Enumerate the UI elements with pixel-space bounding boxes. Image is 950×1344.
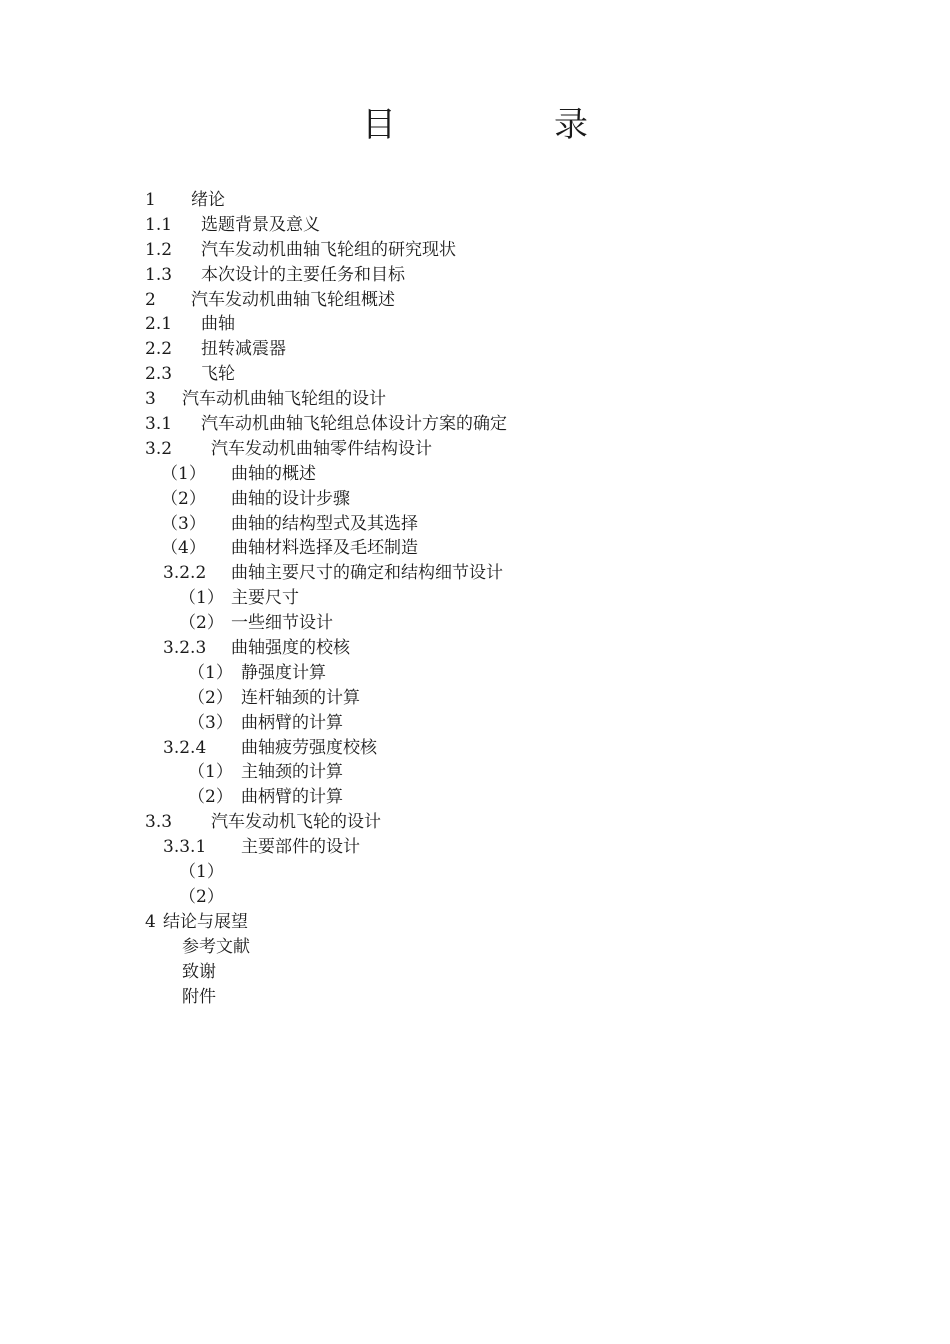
toc-entry <box>145 860 785 885</box>
toc-entry <box>145 661 785 686</box>
toc-entry-text: 曲轴疲劳强度校核 <box>241 737 377 758</box>
toc-entry-text: 汽车动机曲轴飞轮组总体设计方案的确定 <box>201 414 507 435</box>
toc-entry-text: 曲轴材料选择及毛坯制造 <box>231 538 418 559</box>
toc-entry-number: 2.1 <box>145 314 173 335</box>
toc-entry-number: 4 <box>145 911 156 932</box>
toc-entry <box>145 312 785 337</box>
toc-entry <box>145 586 785 611</box>
toc-entry-number: （1） <box>179 862 224 883</box>
toc-title <box>362 100 602 150</box>
toc-entry-text: 本次设计的主要任务和目标 <box>201 264 405 285</box>
toc-entry-number: 1 <box>145 190 156 210</box>
toc-entry <box>145 362 785 387</box>
toc-entry-text: 曲轴强度的校核 <box>231 638 350 659</box>
toc-entry <box>145 561 785 586</box>
toc-entry <box>145 810 785 835</box>
toc-entry <box>145 213 785 238</box>
toc-entry <box>145 960 785 985</box>
toc-entry-text: 汽车动机曲轴飞轮组的设计 <box>182 389 386 410</box>
toc-entry <box>145 288 785 313</box>
toc-entry-text: 扭转减震器 <box>201 339 286 360</box>
toc-entry <box>145 985 785 1010</box>
toc-entry-number: 1.2 <box>145 239 173 260</box>
toc-entry-text: 汽车发动机曲轴飞轮组的研究现状 <box>201 239 456 260</box>
toc-entry <box>145 263 785 288</box>
toc-entry <box>145 686 785 711</box>
toc-entry-number: （3） <box>188 712 233 733</box>
toc-entry <box>145 636 785 661</box>
toc-entry-text: 曲轴的概述 <box>231 463 316 484</box>
toc-entry-number: 1.1 <box>145 214 173 235</box>
toc-entry-text: 主要尺寸 <box>231 588 299 609</box>
toc-entry-number: 3.3 <box>145 812 173 833</box>
toc-entry-text: 汽车发动机曲轴零件结构设计 <box>211 438 432 459</box>
toc-entry-text: 曲轴主要尺寸的确定和结构细节设计 <box>231 563 503 584</box>
toc-entry <box>145 536 785 561</box>
toc-entry <box>145 711 785 736</box>
toc-entry <box>145 760 785 785</box>
toc-entry <box>145 910 785 935</box>
toc-entry-text: 曲柄臂的计算 <box>241 712 343 733</box>
toc-entry <box>145 462 785 487</box>
toc-entry <box>145 785 785 810</box>
toc-entry <box>145 437 785 462</box>
toc-title-char: 录 <box>554 105 588 145</box>
toc-entry-text: 绪论 <box>191 190 225 210</box>
toc-entry-number: 3.3.1 <box>163 837 207 858</box>
toc-entry-text: 曲柄臂的计算 <box>241 787 343 808</box>
toc-entry-text: 汽车发动机飞轮的设计 <box>211 812 381 833</box>
toc-entry <box>145 238 785 263</box>
toc-entry-text: 结论与展望 <box>163 911 248 932</box>
toc-entry <box>145 736 785 761</box>
toc-entry <box>145 337 785 362</box>
toc-title-char: 目 <box>362 105 396 145</box>
toc-entry-text: 连杆轴颈的计算 <box>241 687 360 708</box>
toc-entry-text: 曲轴的结构型式及其选择 <box>231 513 418 534</box>
toc-entry <box>145 412 785 437</box>
toc-entry-number: 3.2.2 <box>163 563 207 584</box>
toc-entry-number: （2） <box>188 787 233 808</box>
toc-entry-text: 一些细节设计 <box>231 613 333 634</box>
toc-entry-number: 3 <box>145 389 156 410</box>
toc-entry-number: 2 <box>145 289 156 310</box>
toc-entry-text: 附件 <box>182 986 216 1007</box>
toc-entry-number: 2.2 <box>145 339 173 360</box>
toc-entry-text: 静强度计算 <box>241 662 326 683</box>
toc-entry <box>145 487 785 512</box>
toc-entry-number: （2） <box>179 613 224 634</box>
toc-entry <box>145 885 785 910</box>
toc-entry-number: （1） <box>161 463 206 484</box>
toc-entry-text: 曲轴 <box>201 314 235 335</box>
toc-entry <box>145 512 785 537</box>
toc-entry-number: 3.2.4 <box>163 737 207 758</box>
toc-entry-number: （1） <box>188 662 233 683</box>
toc-entry-number: （2） <box>188 687 233 708</box>
toc-entry-number: （3） <box>161 513 206 534</box>
toc-entry <box>145 611 785 636</box>
toc-entry <box>145 188 785 213</box>
toc-entry <box>145 935 785 960</box>
toc-entry-number: （2） <box>179 886 224 907</box>
toc-entry-number: （4） <box>161 538 206 559</box>
toc-entry-text: 主要部件的设计 <box>241 837 360 858</box>
toc-entry-number: 3.2.3 <box>163 638 207 659</box>
toc-entry-number: 3.1 <box>145 414 173 435</box>
toc-entry-text: 汽车发动机曲轴飞轮组概述 <box>191 289 395 310</box>
toc-entry-text: 曲轴的设计步骤 <box>231 488 350 509</box>
toc-entry-number: （1） <box>188 762 233 783</box>
toc-entry-number: 1.3 <box>145 264 173 285</box>
toc-entry-number: 2.3 <box>145 364 173 385</box>
toc-entry-text: 主轴颈的计算 <box>241 762 343 783</box>
toc-entry-number: 3.2 <box>145 438 173 459</box>
toc-entry-text: 选题背景及意义 <box>201 214 320 235</box>
toc-entry-number: （1） <box>179 588 224 609</box>
toc-entry-text: 参考文献 <box>182 936 250 957</box>
toc-entry-text: 飞轮 <box>201 364 235 385</box>
toc-entry <box>145 835 785 860</box>
toc-entry-number: （2） <box>161 488 206 509</box>
toc-entry-text: 致谢 <box>182 961 216 982</box>
toc-entry <box>145 387 785 412</box>
table-of-contents <box>145 188 785 1009</box>
